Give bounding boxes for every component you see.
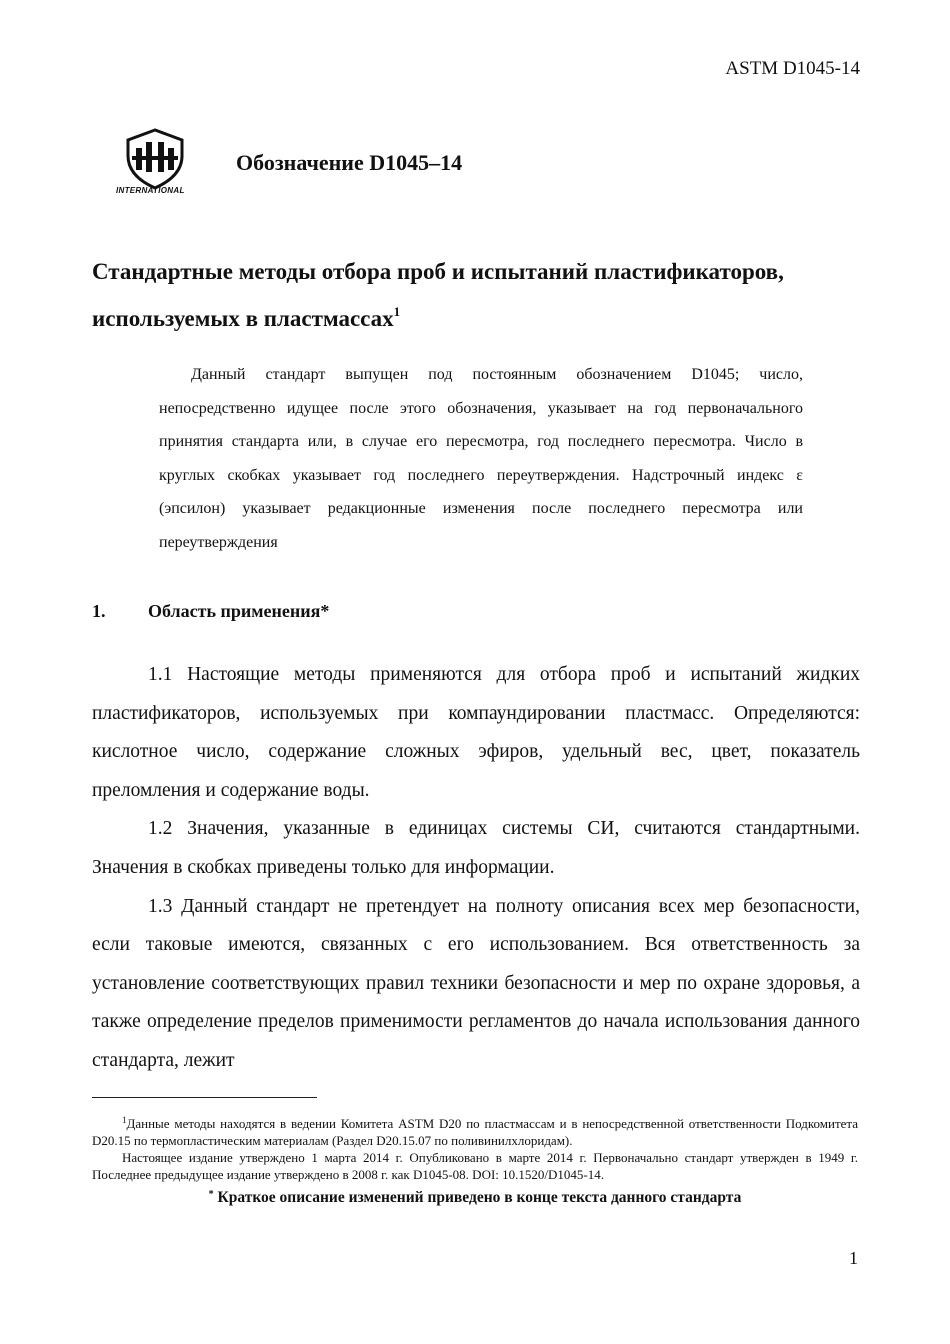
section-heading <box>92 601 329 622</box>
title-footnote-mark: 1 <box>393 304 401 319</box>
footnote-1 <box>92 1112 858 1149</box>
header-document-code: ASTM D1045-14 <box>725 58 860 79</box>
logo-subtext: INTERNATIONAL <box>116 186 185 195</box>
section-body <box>92 656 860 1081</box>
standard-notice: Данный стандарт выпущен под постоянным обозначением D1045; число, непосредственно идущее после этого обозначения, указывает на год первоначального принятия стандарта или, в случае его пересмотра, год последнего пересмотра. Число в круглых скобках указывает год последнего переутверждения. Надстрочный индекс ε (эпсилон) указывает редакционные изменения после последнего пересмотра или переутверждения <box>159 366 803 551</box>
footnote-star <box>92 1186 858 1206</box>
designation-heading: Обозначение D1045–14 <box>236 150 463 175</box>
section-title: Область применения* <box>148 601 330 621</box>
document-title <box>92 252 872 339</box>
footnotes <box>92 1112 858 1206</box>
footnote-star-mark: * <box>208 1189 214 1200</box>
paragraph-1-1: 1.1 Настоящие методы применяются для отбора проб и испытаний жидких пластификаторов, используемых при компаундировании пластмасс. Определяются: кислотное число, содержание сложных эфиров, удельный вес, цвет, показатель преломления и содержание воды. <box>92 664 860 801</box>
footnote-star-text: Краткое описание изменений приведено в конце текста данного стандарта <box>217 1189 742 1206</box>
footnote-divider <box>92 1097 317 1098</box>
section-number: 1. <box>92 601 106 621</box>
footnote-1-mark: 1 <box>122 1115 127 1125</box>
footnote-edition: Настоящее издание утверждено 1 марта 2014 г. Опубликовано в марте 2014 г. Первоначально стандарт утвержден в 1949 г. Последнее предыдущее издание утверждено в 2008 г. как D1045-08. DOI: 10.1520/D1045-14. <box>92 1150 858 1182</box>
page-number: 1 <box>849 1248 858 1268</box>
document-title-text: Стандартные методы отбора проб и испытаний пластификаторов, используемых в пластмассах <box>92 259 784 331</box>
paragraph-1-3: 1.3 Данный стандарт не претендует на полноту описания всех мер безопасности, если таковые имеются, связанных с его использованием. Вся ответственность за установление соответствующих правил техники безопасности и мер по охране здоровья, а также определение пределов применимости регламентов до начала использования данного стандарта, лежит <box>92 895 860 1071</box>
paragraph-1-2: 1.2 Значения, указанные в единицах системы СИ, считаются стандартными. Значения в скобках приведены только для информации. <box>92 818 860 878</box>
footnote-1-text: Данные методы находятся в ведении Комитета ASTM D20 по пластмассам и в непосредственной ответственности Подкомитета D20.15 по термопластическим материалам (Раздел D20.15.07 по поливинилхлоридам). <box>92 1116 858 1148</box>
